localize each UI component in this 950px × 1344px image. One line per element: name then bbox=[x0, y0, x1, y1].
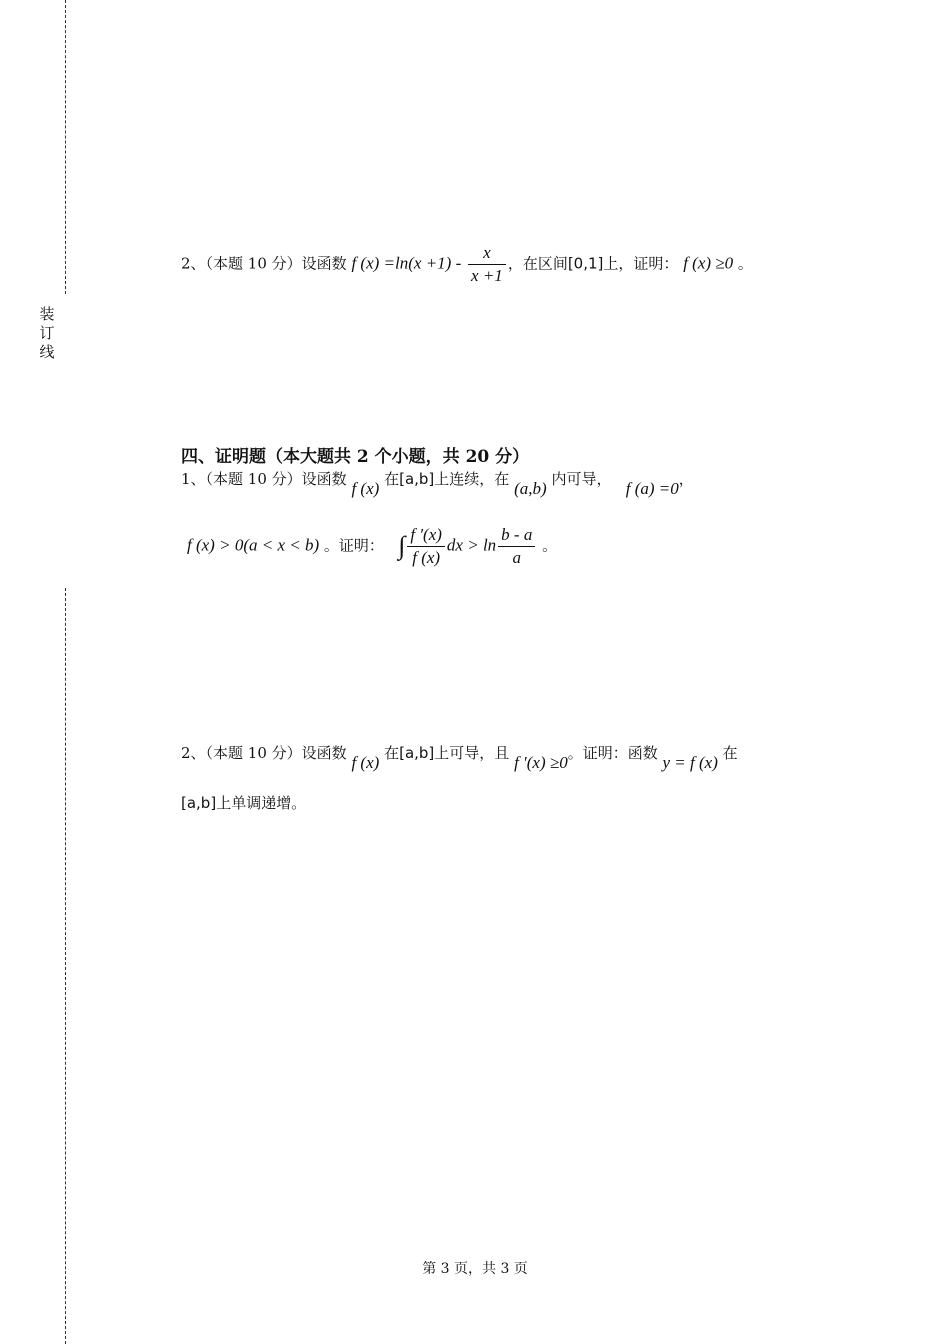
function-formula: y = f (x) bbox=[662, 753, 718, 772]
rhs-numerator: b - a bbox=[498, 526, 535, 547]
proof-2-line-1 bbox=[181, 742, 738, 772]
interval: [a,b] bbox=[181, 794, 217, 812]
problem-end: 。 bbox=[737, 254, 753, 273]
problem-text: 在 bbox=[384, 470, 400, 488]
binding-cut-line-bottom bbox=[65, 588, 66, 1344]
condition-formula: f (x) > 0(a < x < b) bbox=[187, 535, 320, 555]
problem-text: 在 bbox=[384, 744, 400, 762]
problem-text: ，在区间 bbox=[507, 254, 568, 273]
binding-line-label bbox=[38, 305, 56, 362]
integrand-denominator: f (x) bbox=[412, 548, 441, 567]
problem-prev-2 bbox=[181, 244, 753, 285]
function-symbol: f (x) bbox=[351, 479, 380, 498]
integrand-numerator: f ′(x) bbox=[407, 526, 445, 547]
problem-text: 内可导， bbox=[551, 470, 612, 488]
function-definition: f (x) =ln(x +1) - bbox=[351, 253, 462, 273]
fraction-denominator: x +1 bbox=[471, 266, 503, 285]
binding-label-char: 装 bbox=[39, 305, 55, 323]
fraction-numerator: x bbox=[468, 244, 506, 265]
problem-text: 上单调递增。 bbox=[216, 794, 307, 812]
interval: [a,b] bbox=[399, 470, 435, 488]
integral-tail: dx > ln bbox=[446, 535, 497, 555]
condition-formula: f ′(x) ≥0 bbox=[514, 753, 568, 772]
problem-text: 在 bbox=[722, 744, 738, 762]
problem-prefix: 2、（本题 10 分）设函数 bbox=[181, 744, 347, 762]
binding-label-char: 线 bbox=[39, 343, 55, 361]
binding-label-char: 订 bbox=[39, 324, 55, 342]
interval: [0,1] bbox=[567, 254, 604, 273]
problem-text: 。证明： bbox=[323, 536, 384, 555]
proof-1-line-2 bbox=[187, 526, 557, 567]
page-number: 第 3 页，共 3 页 bbox=[422, 1261, 528, 1277]
function-symbol: f (x) bbox=[351, 753, 380, 772]
condition-formula: f (a) =0 bbox=[625, 479, 679, 498]
interval: [a,b] bbox=[399, 744, 435, 762]
problem-text: 上连续，在 bbox=[434, 470, 510, 488]
binding-cut-line-top bbox=[65, 0, 66, 294]
section-title: 四、证明题（本大题共 2 个小题，共 20 分） bbox=[181, 447, 530, 467]
problem-prefix: 1、（本题 10 分）设函数 bbox=[181, 470, 347, 488]
rhs-fraction bbox=[498, 526, 535, 567]
proof-1-line-1 bbox=[181, 468, 694, 498]
problem-text: 。证明：函数 bbox=[567, 744, 658, 762]
proof-2-line-2 bbox=[181, 792, 306, 813]
integrand-fraction bbox=[407, 526, 445, 567]
rhs-denominator: a bbox=[512, 548, 521, 567]
integral-sign: ∫ bbox=[398, 530, 406, 560]
open-interval: (a,b) bbox=[514, 479, 547, 498]
problem-text: 上，证明： bbox=[603, 254, 679, 273]
claim-formula: f (x) ≥0 bbox=[683, 253, 734, 273]
problem-text: 上可导，且 bbox=[434, 744, 510, 762]
problem-end: 。 bbox=[542, 536, 558, 555]
fraction bbox=[468, 244, 506, 285]
problem-text: ， bbox=[678, 470, 694, 488]
problem-prefix: 2、（本题 10 分）设函数 bbox=[181, 254, 347, 273]
